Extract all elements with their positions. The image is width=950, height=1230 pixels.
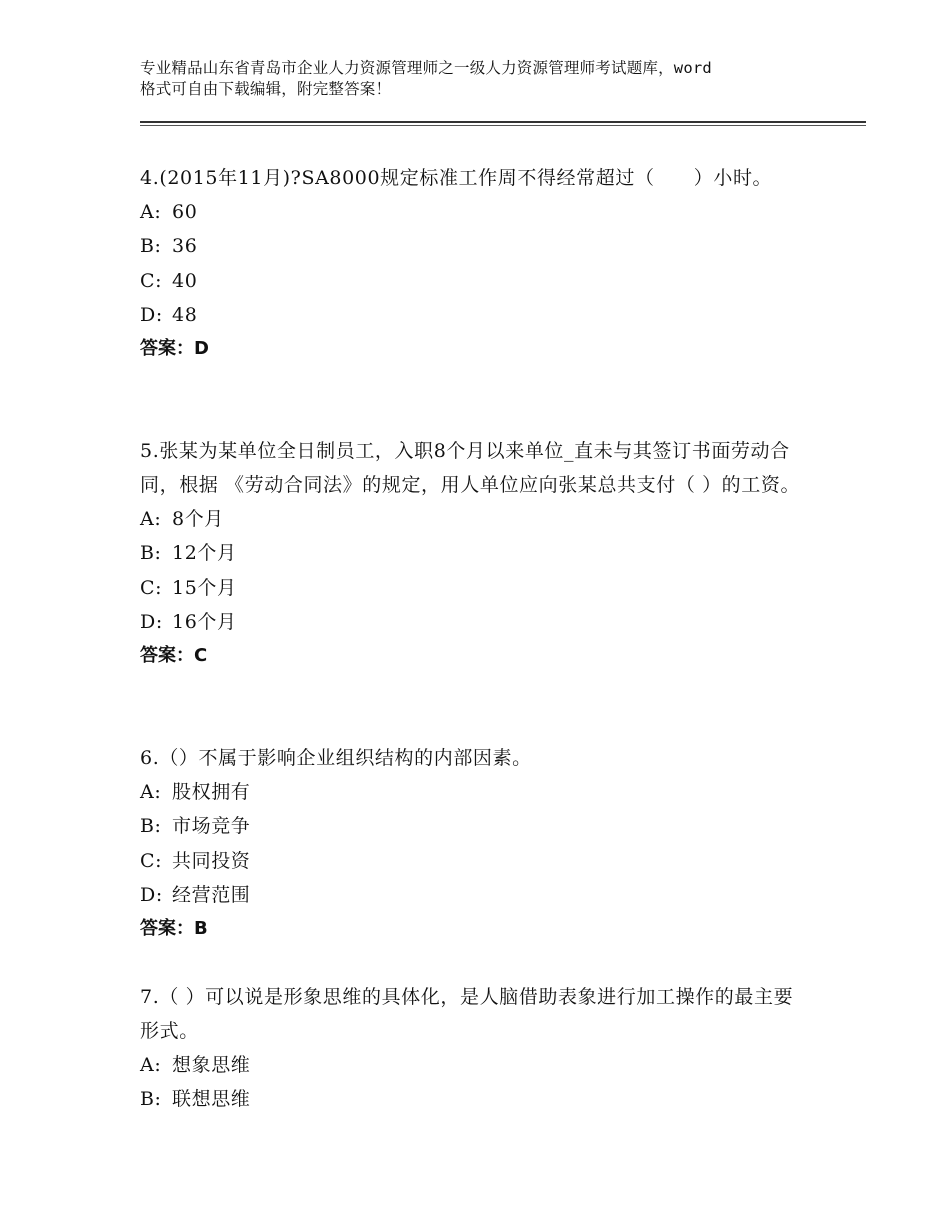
option-text: 60 (172, 201, 198, 223)
option-text: 15个月 (172, 576, 237, 599)
option-letter: A: (140, 781, 162, 803)
option-text: 8个月 (172, 508, 224, 530)
option-letter: C: (140, 849, 163, 872)
option-text: 12个月 (172, 542, 237, 565)
option-text: 16个月 (172, 610, 237, 633)
header-divider-thin (140, 125, 866, 126)
question-text: 4.(2015年11月)?SA8000规定标准工作周不得经常超过（ ）小时。 (140, 167, 773, 189)
header-divider-thick (140, 121, 866, 123)
option-text: 股权拥有 (172, 781, 251, 803)
question-5 (140, 434, 810, 673)
option-d (140, 298, 810, 332)
document-header (140, 58, 830, 100)
question-text: 5.张某为某单位全日制员工，入职8个月以来单位_直未与其签订书面劳动合同，根据 《劳动合同法》的规定，用人单位应向张某总共支付（ ）的工资。 (140, 440, 801, 496)
header-line-2: 格式可自由下载编辑，附完整答案！ (140, 80, 392, 98)
option-letter: A: (140, 201, 162, 223)
option-letter: A: (140, 508, 162, 530)
option-letter: B: (140, 235, 162, 258)
question-6 (140, 741, 810, 946)
option-text: 联想思维 (172, 1088, 251, 1111)
answer-label: 答案：B (140, 918, 208, 940)
option-text: 共同投资 (172, 849, 251, 872)
header-line-1: 专业精品山东省青岛市企业人力资源管理师之一级人力资源管理师考试题库，word (140, 59, 712, 77)
option-d (140, 605, 810, 639)
option-text: 40 (172, 269, 198, 292)
option-letter: C: (140, 269, 163, 292)
question-text: 6.（）不属于影响企业组织结构的内部因素。 (140, 747, 532, 769)
option-b (140, 229, 810, 263)
option-b (140, 536, 810, 570)
option-a (140, 1048, 810, 1082)
option-letter: B: (140, 542, 162, 565)
option-b (140, 809, 810, 843)
option-a (140, 775, 810, 809)
option-letter: D: (140, 303, 163, 326)
option-a (140, 195, 810, 229)
option-text: 想象思维 (172, 1054, 251, 1076)
option-d (140, 878, 810, 912)
option-letter: A: (140, 1054, 162, 1076)
answer-label: 答案：D (140, 338, 209, 360)
option-c (140, 571, 810, 605)
option-letter: C: (140, 576, 163, 599)
option-c (140, 844, 810, 878)
option-letter: B: (140, 815, 162, 838)
question-7 (140, 980, 810, 1117)
option-b (140, 1082, 810, 1116)
option-a (140, 502, 810, 536)
question-text: 7.（ ）可以说是形象思维的具体化，是人脑借助表象进行加工操作的最主要形式。 (140, 986, 794, 1042)
option-text: 48 (172, 303, 198, 326)
option-text: 市场竞争 (172, 815, 251, 838)
option-text: 36 (172, 235, 198, 258)
option-c (140, 264, 810, 298)
option-letter: D: (140, 883, 163, 906)
option-text: 经营范围 (172, 883, 251, 906)
option-letter: B: (140, 1088, 162, 1111)
option-letter: D: (140, 610, 163, 633)
answer-label: 答案：C (140, 645, 208, 667)
question-4 (140, 161, 810, 366)
